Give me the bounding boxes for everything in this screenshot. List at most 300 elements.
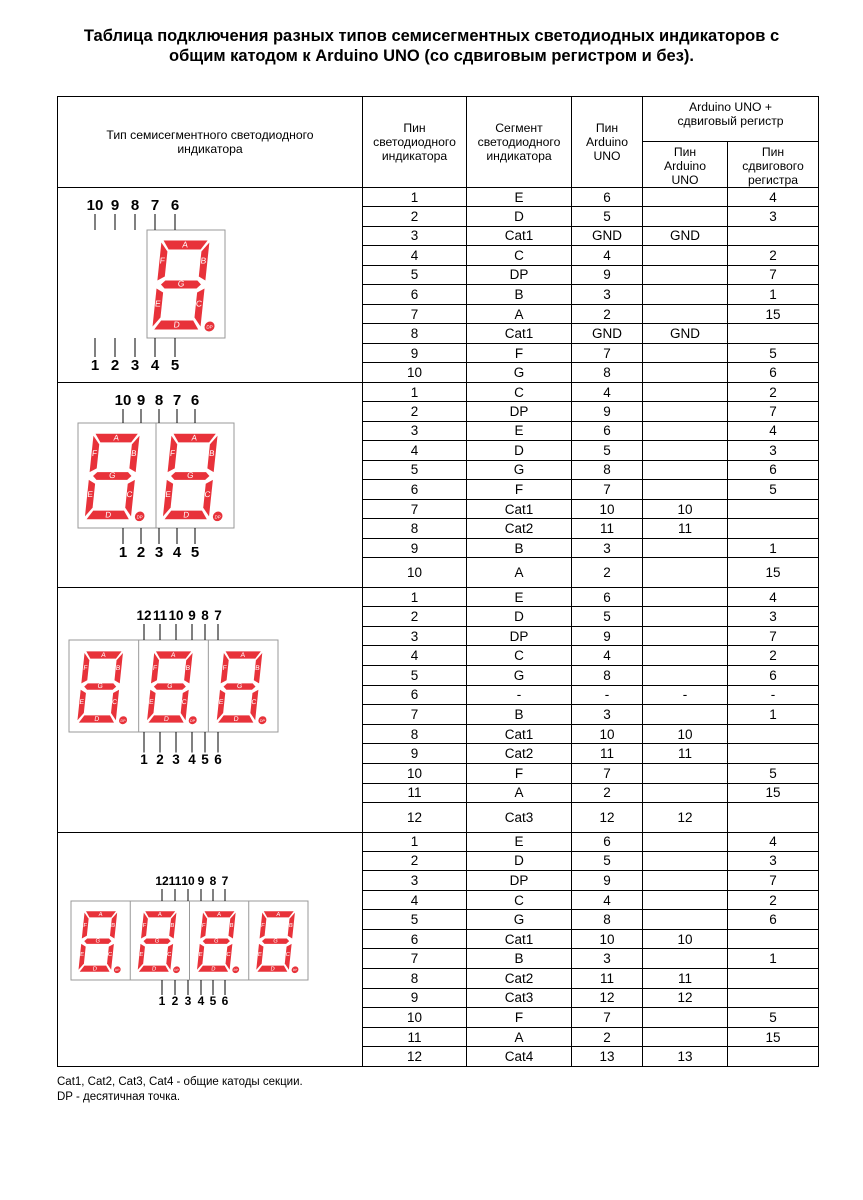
arduino-pin-cell: 2: [572, 783, 643, 803]
top-pin-label-11: 11: [168, 873, 182, 888]
segment-cell: Cat2: [467, 519, 572, 539]
segment-cell: F: [467, 343, 572, 363]
segment-label-g: G: [95, 938, 101, 945]
shift-register-pin-cell: 2: [728, 646, 819, 666]
footnote-cathodes: Cat1, Cat2, Cat3, Cat4 - общие катоды секции.: [57, 1076, 303, 1088]
shift-arduino-pin-cell: [643, 538, 728, 558]
arduino-pin-cell: 11: [572, 969, 643, 989]
bottom-pin-label-4: 4: [172, 544, 182, 561]
segment-label-d: D: [151, 965, 157, 972]
shift-arduino-pin-cell: [643, 665, 728, 685]
segment-label-d: D: [92, 965, 98, 972]
display-pin-cell: 4: [363, 441, 467, 461]
arduino-pin-cell: 5: [572, 607, 643, 627]
bottom-pin-label-1: 1: [158, 993, 166, 1008]
shift-arduino-pin-cell: [643, 763, 728, 783]
top-pin-label-6: 6: [170, 197, 180, 214]
shift-arduino-pin-cell: [643, 646, 728, 666]
display-pin-cell: 7: [363, 949, 467, 969]
segment-label-dp: DP: [259, 718, 266, 723]
shift-arduino-pin-cell: [643, 705, 728, 725]
arduino-pin-cell: 11: [572, 744, 643, 764]
segment-label-a: A: [240, 652, 246, 659]
top-pin-label-10: 10: [86, 197, 104, 214]
header-shift-group: Arduino UNO + сдвиговый регистр: [643, 97, 819, 142]
segment-label-g: G: [177, 278, 185, 289]
display-pin-cell: 1: [363, 383, 467, 402]
segment-label-d: D: [182, 510, 190, 520]
shift-arduino-pin-cell: [643, 402, 728, 422]
shift-arduino-pin-cell: 11: [643, 969, 728, 989]
shift-register-pin-cell: 6: [728, 460, 819, 480]
segment-label-f: F: [91, 448, 98, 458]
arduino-pin-cell: 11: [572, 519, 643, 539]
segment-label-a: A: [191, 433, 198, 443]
segment-cell: G: [467, 460, 572, 480]
arduino-pin-cell: 2: [572, 304, 643, 324]
table-row: [58, 188, 819, 207]
arduino-pin-cell: 8: [572, 910, 643, 930]
arduino-pin-cell: 10: [572, 724, 643, 744]
segment-label-a: A: [157, 911, 163, 918]
top-pin-label-11: 11: [152, 608, 168, 623]
header-type: Тип семисегментного светодиодного индикатора: [58, 97, 363, 188]
segment-label-a: A: [181, 239, 189, 250]
display-pin-cell: 11: [363, 1027, 467, 1047]
segment-label-f: F: [152, 664, 158, 672]
shift-register-pin-cell: [728, 803, 819, 832]
display-pin-cell: 2: [363, 851, 467, 871]
segment-label-g: G: [108, 470, 116, 480]
segment-label-g: G: [236, 683, 243, 691]
shift-arduino-pin-cell: 13: [643, 1047, 728, 1066]
segment-cell: DP: [467, 626, 572, 646]
segment-cell: E: [467, 188, 572, 207]
display-pin-cell: 7: [363, 499, 467, 519]
display-pin-cell: 2: [363, 207, 467, 227]
table-row: [58, 383, 819, 402]
segment-label-e: E: [86, 490, 94, 500]
segment-label-dp: DP: [114, 967, 120, 972]
segment-label-e: E: [154, 298, 162, 309]
segment-label-a: A: [216, 911, 222, 918]
display-pin-cell: 8: [363, 969, 467, 989]
arduino-pin-cell: 3: [572, 705, 643, 725]
segment-cell: B: [467, 538, 572, 558]
segment-label-f: F: [169, 448, 176, 458]
shift-register-pin-cell: 3: [728, 207, 819, 227]
segment-label-a: A: [170, 652, 176, 659]
top-pin-label-8: 8: [209, 873, 217, 888]
segment-cell: Cat2: [467, 744, 572, 764]
shift-register-pin-cell: [728, 519, 819, 539]
shift-register-pin-cell: 3: [728, 441, 819, 461]
shift-register-pin-cell: 3: [728, 851, 819, 871]
shift-register-pin-cell: 4: [728, 832, 819, 851]
arduino-pin-cell: 3: [572, 538, 643, 558]
display-pin-cell: 5: [363, 265, 467, 285]
segment-cell: Cat1: [467, 929, 572, 949]
shift-register-pin-cell: 5: [728, 343, 819, 363]
segment-cell: E: [467, 588, 572, 607]
bottom-pin-label-4: 4: [197, 993, 205, 1008]
segment-cell: Cat3: [467, 988, 572, 1008]
bottom-pin-label-3: 3: [154, 544, 164, 561]
segment-cell: A: [467, 558, 572, 588]
segment-label-c: C: [285, 951, 291, 958]
top-pin-label-8: 8: [201, 608, 209, 623]
shift-register-pin-cell: -: [728, 685, 819, 705]
arduino-pin-cell: 6: [572, 421, 643, 441]
display-drawing-1-digit: [58, 188, 362, 382]
shift-arduino-pin-cell: [643, 783, 728, 803]
shift-arduino-pin-cell: [643, 421, 728, 441]
shift-register-pin-cell: 6: [728, 910, 819, 930]
arduino-pin-cell: 7: [572, 480, 643, 500]
shift-arduino-pin-cell: [643, 910, 728, 930]
shift-arduino-pin-cell: 12: [643, 988, 728, 1008]
segment-label-b: B: [130, 448, 138, 458]
footnote-dp: DP - десятичная точка.: [57, 1091, 181, 1103]
arduino-pin-cell: 13: [572, 1047, 643, 1066]
pinout-table: [57, 96, 819, 1067]
shift-register-pin-cell: 5: [728, 1008, 819, 1028]
arduino-pin-cell: 6: [572, 832, 643, 851]
bottom-pin-label-4: 4: [150, 357, 160, 374]
arduino-pin-cell: 8: [572, 665, 643, 685]
segment-cell: DP: [467, 265, 572, 285]
shift-register-pin-cell: [728, 929, 819, 949]
shift-register-pin-cell: 4: [728, 421, 819, 441]
arduino-pin-cell: -: [572, 685, 643, 705]
shift-register-pin-cell: 1: [728, 949, 819, 969]
shift-arduino-pin-cell: GND: [643, 324, 728, 344]
segment-label-c: C: [126, 490, 133, 500]
arduino-pin-cell: 10: [572, 929, 643, 949]
display-pin-cell: 4: [363, 890, 467, 910]
segment-label-g: G: [272, 938, 279, 945]
segment-cell: Cat1: [467, 324, 572, 344]
segment-cell: Cat1: [467, 499, 572, 519]
title-line-2: общим катодом к Arduino UNO (со сдвиговым регистром и без).: [169, 47, 694, 65]
top-pin-label-9: 9: [188, 608, 196, 623]
segment-label-e: E: [79, 951, 85, 958]
segment-cell: -: [467, 685, 572, 705]
segment-cell: A: [467, 304, 572, 324]
display-pin-cell: 8: [363, 519, 467, 539]
top-pin-label-8: 8: [154, 392, 164, 409]
shift-arduino-pin-cell: [643, 480, 728, 500]
segment-label-dp: DP: [206, 324, 213, 330]
bottom-pin-label-5: 5: [201, 752, 209, 767]
segment-label-f: F: [159, 255, 166, 266]
segment-label-d: D: [163, 716, 170, 723]
segment-cell: C: [467, 383, 572, 402]
arduino-pin-cell: 7: [572, 763, 643, 783]
top-pin-label-10: 10: [181, 873, 195, 888]
display-pin-cell: 6: [363, 285, 467, 305]
display-pin-cell: 6: [363, 685, 467, 705]
segment-label-e: E: [139, 951, 144, 958]
segment-label-c: C: [166, 951, 172, 958]
shift-register-pin-cell: [728, 324, 819, 344]
top-pin-label-9: 9: [110, 197, 120, 214]
segment-label-c: C: [181, 699, 187, 707]
shift-register-pin-cell: [728, 499, 819, 519]
segment-label-a: A: [113, 433, 120, 443]
display-pin-cell: 8: [363, 324, 467, 344]
segment-cell: G: [467, 910, 572, 930]
segment-label-b: B: [185, 664, 191, 672]
arduino-pin-cell: 5: [572, 851, 643, 871]
display-type-cell: [58, 588, 363, 833]
arduino-pin-cell: 9: [572, 871, 643, 891]
segment-label-g: G: [166, 683, 173, 691]
shift-register-pin-cell: 15: [728, 304, 819, 324]
segment-label-dp: DP: [189, 718, 196, 723]
shift-arduino-pin-cell: 10: [643, 499, 728, 519]
shift-register-pin-cell: 15: [728, 783, 819, 803]
page-title: [40, 26, 823, 66]
display-pin-cell: 1: [363, 588, 467, 607]
display-pin-cell: 5: [363, 460, 467, 480]
shift-arduino-pin-cell: [643, 1027, 728, 1047]
shift-arduino-pin-cell: [643, 285, 728, 305]
segment-label-d: D: [104, 510, 112, 520]
segment-label-b: B: [288, 922, 294, 929]
display-pin-cell: 9: [363, 988, 467, 1008]
shift-arduino-pin-cell: [643, 188, 728, 207]
segment-label-b: B: [200, 255, 207, 266]
segment-label-dp: DP: [136, 514, 143, 520]
display-pin-cell: 7: [363, 705, 467, 725]
shift-register-pin-cell: 2: [728, 246, 819, 266]
subheader-arduino-pin: Пин Arduino UNO: [643, 142, 728, 188]
segment-cell: D: [467, 441, 572, 461]
shift-register-pin-cell: 2: [728, 383, 819, 402]
bottom-pin-label-2: 2: [110, 357, 120, 374]
segment-label-c: C: [195, 298, 203, 309]
segment-label-dp: DP: [233, 967, 239, 972]
shift-register-pin-cell: 4: [728, 188, 819, 207]
segment-cell: B: [467, 705, 572, 725]
arduino-pin-cell: GND: [572, 324, 643, 344]
top-pin-label-7: 7: [172, 392, 182, 409]
display-pin-cell: 10: [363, 558, 467, 588]
display-pin-cell: 12: [363, 803, 467, 832]
segment-label-b: B: [254, 664, 261, 672]
segment-label-d: D: [93, 716, 100, 723]
header-row: [58, 97, 819, 142]
segment-label-f: F: [82, 664, 88, 672]
shift-register-pin-cell: 7: [728, 265, 819, 285]
segment-label-dp: DP: [214, 514, 221, 520]
shift-arduino-pin-cell: [643, 343, 728, 363]
display-pin-cell: 6: [363, 480, 467, 500]
shift-arduino-pin-cell: [643, 832, 728, 851]
segment-label-dp: DP: [120, 718, 126, 723]
display-pin-cell: 4: [363, 646, 467, 666]
display-type-cell: [58, 188, 363, 383]
shift-register-pin-cell: 7: [728, 402, 819, 422]
shift-arduino-pin-cell: [643, 851, 728, 871]
arduino-pin-cell: 4: [572, 383, 643, 402]
bottom-pin-label-3: 3: [130, 357, 140, 374]
segment-label-f: F: [83, 922, 88, 929]
segment-cell: F: [467, 1008, 572, 1028]
display-pin-cell: 5: [363, 665, 467, 685]
segment-cell: DP: [467, 871, 572, 891]
header-segment: Сегмент светодиодного индикатора: [467, 97, 572, 188]
shift-arduino-pin-cell: [643, 304, 728, 324]
segment-cell: Cat1: [467, 724, 572, 744]
top-pin-label-7: 7: [221, 873, 229, 888]
shift-arduino-pin-cell: [643, 207, 728, 227]
display-pin-cell: 1: [363, 832, 467, 851]
bottom-pin-label-1: 1: [118, 544, 128, 561]
shift-register-pin-cell: 6: [728, 665, 819, 685]
segment-cell: D: [467, 851, 572, 871]
segment-label-b: B: [110, 922, 116, 929]
table-row: [58, 588, 819, 607]
segment-cell: E: [467, 832, 572, 851]
segment-label-b: B: [229, 922, 234, 929]
arduino-pin-cell: 8: [572, 460, 643, 480]
shift-register-pin-cell: 1: [728, 705, 819, 725]
shift-register-pin-cell: 5: [728, 480, 819, 500]
top-pin-label-9: 9: [136, 392, 146, 409]
shift-arduino-pin-cell: [643, 607, 728, 627]
segment-cell: C: [467, 890, 572, 910]
header-pin: Пин светодиодного индикатора: [363, 97, 467, 188]
segment-cell: D: [467, 607, 572, 627]
shift-arduino-pin-cell: -: [643, 685, 728, 705]
segment-label-d: D: [233, 716, 239, 723]
footnotes: [57, 1075, 303, 1105]
shift-register-pin-cell: 4: [728, 588, 819, 607]
shift-register-pin-cell: [728, 744, 819, 764]
segment-label-c: C: [226, 951, 231, 958]
segment-cell: B: [467, 949, 572, 969]
display-type-cell: [58, 832, 363, 1066]
top-pin-label-6: 6: [190, 392, 200, 409]
shift-arduino-pin-cell: [643, 460, 728, 480]
shift-register-pin-cell: 3: [728, 607, 819, 627]
segment-label-e: E: [164, 490, 172, 500]
shift-arduino-pin-cell: [643, 949, 728, 969]
bottom-pin-label-4: 4: [188, 752, 196, 767]
segment-label-e: E: [198, 951, 203, 958]
shift-arduino-pin-cell: [643, 363, 728, 383]
shift-register-pin-cell: 1: [728, 538, 819, 558]
top-pin-label-10: 10: [114, 392, 132, 409]
segment-label-a: A: [100, 652, 107, 659]
segment-cell: Cat2: [467, 969, 572, 989]
display-pin-cell: 9: [363, 538, 467, 558]
display-pin-cell: 4: [363, 246, 467, 266]
display-type-cell: [58, 383, 363, 588]
segment-label-a: A: [276, 911, 281, 918]
segment-label-c: C: [111, 699, 118, 707]
display-pin-cell: 1: [363, 188, 467, 207]
bottom-pin-label-1: 1: [90, 357, 100, 374]
segment-label-e: E: [218, 699, 224, 707]
shift-register-pin-cell: 15: [728, 558, 819, 588]
display-pin-cell: 5: [363, 910, 467, 930]
subheader-shift-pin: Пин сдвигового регистра: [728, 142, 819, 188]
segment-cell: C: [467, 246, 572, 266]
segment-label-a: A: [98, 911, 103, 918]
arduino-pin-cell: 12: [572, 988, 643, 1008]
display-pin-cell: 6: [363, 929, 467, 949]
segment-cell: Cat4: [467, 1047, 572, 1066]
bottom-pin-label-2: 2: [156, 752, 164, 767]
display-pin-cell: 10: [363, 1008, 467, 1028]
segment-label-g: G: [213, 938, 219, 945]
arduino-pin-cell: 7: [572, 343, 643, 363]
arduino-pin-cell: 2: [572, 558, 643, 588]
segment-cell: G: [467, 363, 572, 383]
segment-label-f: F: [222, 664, 228, 672]
segment-label-b: B: [208, 448, 216, 458]
arduino-pin-cell: 4: [572, 246, 643, 266]
segment-label-f: F: [142, 922, 147, 929]
bottom-pin-label-2: 2: [136, 544, 146, 561]
top-pin-label-12: 12: [136, 608, 152, 623]
segment-label-g: G: [186, 470, 194, 480]
arduino-pin-cell: 7: [572, 1008, 643, 1028]
bottom-pin-label-3: 3: [172, 752, 180, 767]
shift-arduino-pin-cell: [643, 626, 728, 646]
arduino-pin-cell: 10: [572, 499, 643, 519]
display-pin-cell: 9: [363, 744, 467, 764]
top-pin-label-7: 7: [150, 197, 160, 214]
top-pin-label-8: 8: [130, 197, 140, 214]
top-pin-label-7: 7: [214, 608, 222, 623]
shift-register-pin-cell: [728, 988, 819, 1008]
shift-register-pin-cell: [728, 1047, 819, 1066]
segment-cell: A: [467, 1027, 572, 1047]
bottom-pin-label-3: 3: [184, 993, 192, 1008]
segment-cell: C: [467, 646, 572, 666]
bottom-pin-label-1: 1: [140, 752, 148, 767]
segment-label-b: B: [170, 922, 175, 929]
segment-cell: D: [467, 207, 572, 227]
display-pin-cell: 3: [363, 421, 467, 441]
shift-arduino-pin-cell: [643, 441, 728, 461]
segment-label-d: D: [210, 965, 216, 972]
segment-cell: DP: [467, 402, 572, 422]
shift-arduino-pin-cell: [643, 588, 728, 607]
header-arduino-pin: Пин Arduino UNO: [572, 97, 643, 188]
display-pin-cell: 11: [363, 783, 467, 803]
bottom-pin-label-2: 2: [171, 993, 179, 1008]
display-pin-cell: 8: [363, 724, 467, 744]
segment-label-g: G: [154, 938, 160, 945]
top-pin-label-12: 12: [155, 873, 169, 888]
segment-cell: A: [467, 783, 572, 803]
shift-arduino-pin-cell: [643, 265, 728, 285]
bottom-pin-label-5: 5: [190, 544, 200, 561]
shift-arduino-pin-cell: GND: [643, 226, 728, 246]
shift-arduino-pin-cell: [643, 246, 728, 266]
segment-label-dp: DP: [174, 967, 179, 972]
display-pin-cell: 2: [363, 607, 467, 627]
shift-register-pin-cell: 6: [728, 363, 819, 383]
table-row: [58, 832, 819, 851]
arduino-pin-cell: 9: [572, 402, 643, 422]
shift-arduino-pin-cell: [643, 871, 728, 891]
